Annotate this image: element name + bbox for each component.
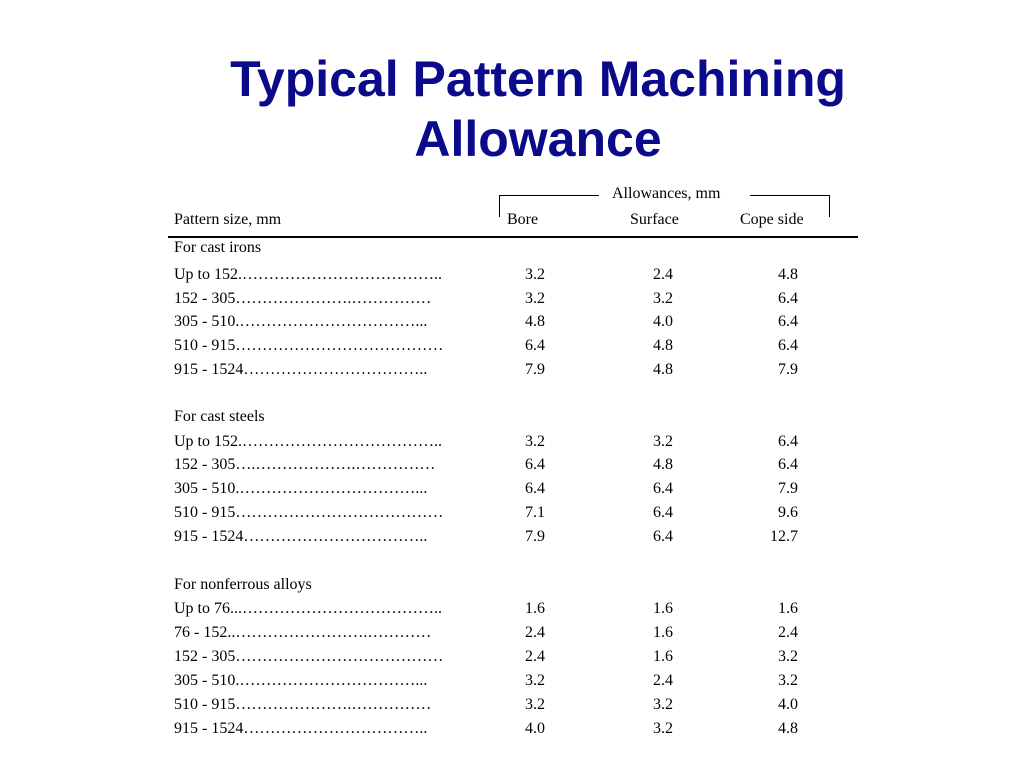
row-cope-value: 6.4 — [778, 313, 798, 330]
row-cope-value: 7.9 — [778, 480, 798, 497]
row-cope-value: 4.8 — [778, 266, 798, 283]
row-bore-value: 3.2 — [525, 696, 545, 713]
row-label: 510 - 915………………….…………… — [174, 696, 432, 713]
row-bore-value: 7.1 — [525, 504, 545, 521]
row-surface-value: 3.2 — [653, 696, 673, 713]
row-label: 76 - 152..…………………….………… — [174, 624, 432, 641]
row-label: Up to 152.……………………………….. — [174, 266, 442, 283]
row-cope-value: 3.2 — [778, 648, 798, 665]
group-header-rule-left — [499, 195, 599, 196]
row-label: 510 - 915………………………………… — [174, 337, 444, 354]
row-surface-value: 1.6 — [653, 600, 673, 617]
row-cope-value: 4.8 — [778, 720, 798, 737]
row-label: 510 - 915………………………………… — [174, 504, 444, 521]
group-header-label: Allowances, mm — [612, 185, 721, 202]
row-label: 305 - 510.……………………………... — [174, 313, 428, 330]
column-header-bore: Bore — [507, 211, 539, 228]
column-header-cope-side: Cope side — [740, 211, 804, 228]
row-cope-value: 6.4 — [778, 456, 798, 473]
row-surface-value: 4.0 — [653, 313, 673, 330]
row-label: Up to 76...……………………………….. — [174, 600, 442, 617]
row-bore-value: 3.2 — [525, 433, 545, 450]
row-surface-value: 3.2 — [653, 290, 673, 307]
row-bore-value: 7.9 — [525, 528, 545, 545]
row-cope-value: 12.7 — [770, 528, 798, 545]
row-bore-value: 1.6 — [525, 600, 545, 617]
row-bore-value: 2.4 — [525, 648, 545, 665]
group-header-rule-right — [750, 195, 830, 196]
row-bore-value: 4.0 — [525, 720, 545, 737]
column-header-pattern-size: Pattern size, mm — [174, 211, 282, 228]
row-bore-value: 4.8 — [525, 313, 545, 330]
row-surface-value: 4.8 — [653, 456, 673, 473]
row-surface-value: 1.6 — [653, 624, 673, 641]
row-surface-value: 6.4 — [653, 480, 673, 497]
row-cope-value: 2.4 — [778, 624, 798, 641]
row-cope-value: 1.6 — [778, 600, 798, 617]
section-heading-cast-steels: For cast steels — [174, 408, 265, 425]
group-header-bracket-right — [829, 195, 830, 217]
row-label: 915 - 1524…………………………….. — [174, 528, 428, 545]
row-surface-value: 4.8 — [653, 337, 673, 354]
row-cope-value: 6.4 — [778, 433, 798, 450]
row-cope-value: 6.4 — [778, 290, 798, 307]
row-surface-value: 2.4 — [653, 266, 673, 283]
row-cope-value: 6.4 — [778, 337, 798, 354]
row-cope-value: 4.0 — [778, 696, 798, 713]
row-label: 152 - 305………………………………… — [174, 648, 444, 665]
header-underline — [168, 236, 858, 238]
row-cope-value: 9.6 — [778, 504, 798, 521]
row-bore-value: 3.2 — [525, 290, 545, 307]
row-bore-value: 3.2 — [525, 672, 545, 689]
row-surface-value: 6.4 — [653, 504, 673, 521]
row-label: 915 - 1524…………………………….. — [174, 720, 428, 737]
row-label: 915 - 1524…………………………….. — [174, 361, 428, 378]
group-header-bracket-left — [499, 195, 500, 217]
row-surface-value: 2.4 — [653, 672, 673, 689]
row-surface-value: 4.8 — [653, 361, 673, 378]
row-label: 305 - 510.……………………………... — [174, 672, 428, 689]
column-header-surface: Surface — [630, 211, 679, 228]
slide-title-line-2: Allowance — [414, 111, 662, 167]
row-surface-value: 1.6 — [653, 648, 673, 665]
row-surface-value: 6.4 — [653, 528, 673, 545]
row-bore-value: 6.4 — [525, 337, 545, 354]
row-bore-value: 7.9 — [525, 361, 545, 378]
row-cope-value: 7.9 — [778, 361, 798, 378]
row-bore-value: 3.2 — [525, 266, 545, 283]
section-heading-cast-irons: For cast irons — [174, 239, 262, 256]
row-surface-value: 3.2 — [653, 433, 673, 450]
row-bore-value: 2.4 — [525, 624, 545, 641]
slide-title-line-1: Typical Pattern Machining — [230, 51, 846, 107]
row-label: 152 - 305….……………….…………… — [174, 456, 436, 473]
row-label: Up to 152.……………………………….. — [174, 433, 442, 450]
row-surface-value: 3.2 — [653, 720, 673, 737]
row-bore-value: 6.4 — [525, 480, 545, 497]
row-label: 152 - 305………………….…………… — [174, 290, 432, 307]
row-label: 305 - 510.……………………………... — [174, 480, 428, 497]
section-heading-nonferrous-alloys: For nonferrous alloys — [174, 576, 312, 593]
row-bore-value: 6.4 — [525, 456, 545, 473]
row-cope-value: 3.2 — [778, 672, 798, 689]
